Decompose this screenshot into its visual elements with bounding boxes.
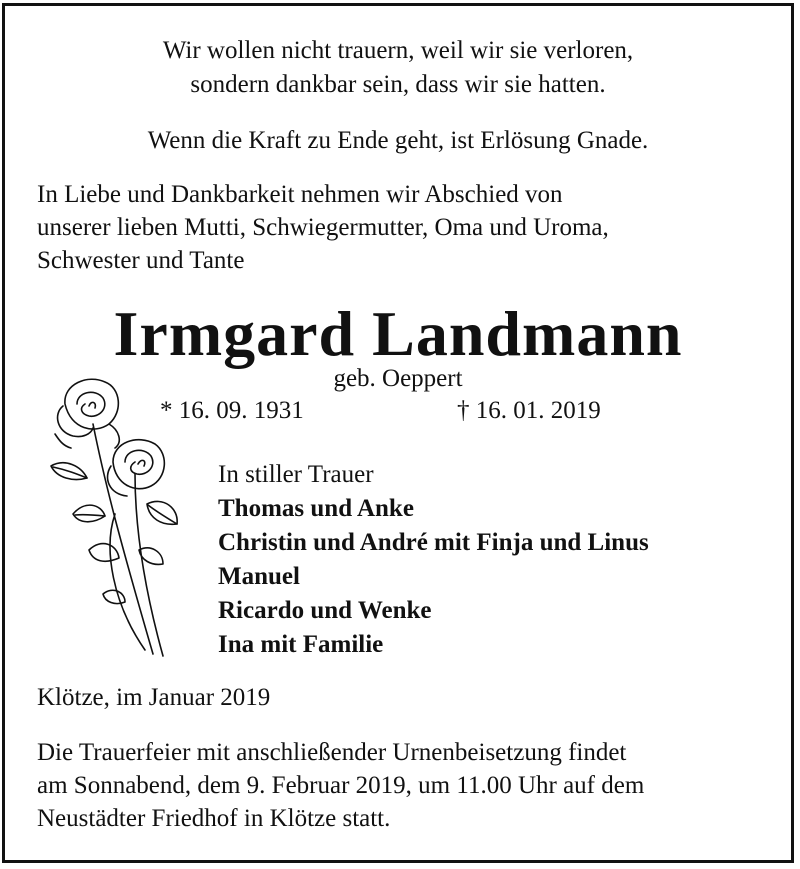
place-date: Klötze, im Januar 2019 [37,684,271,711]
verse-line-3: Wenn die Kraft zu Ende geht, ist Erlösung Gnade. [147,127,649,154]
intro-line-3: Schwester und Tante [37,247,245,274]
verse-line-2: sondern dankbar sein, dass wir sie hatten. [190,71,606,98]
funeral-line-1: Die Trauerfeier mit anschließender Urnenbeisetzung findet [37,739,627,766]
death-date: † 16. 01. 2019 [457,397,601,424]
birth-date: * 16. 09. 1931 [160,397,304,424]
intro-line-1: In Liebe und Dankbarkeit nehmen wir Abschied von [37,181,563,208]
mourners-list [218,458,649,662]
mourners-heading: In stiller Trauer [218,461,374,488]
mourner-name: Ina mit Familie [218,631,384,658]
funeral-line-2: am Sonnabend, dem 9. Februar 2019, um 11.00 Uhr auf dem [37,772,645,799]
mourner-name: Thomas und Anke [218,495,414,522]
roses-icon [43,374,193,659]
verse-line-1: Wir wollen nicht trauern, weil wir sie verloren, [162,37,634,64]
maiden-name: geb. Oeppert [333,365,463,392]
funeral-line-3: Neustädter Friedhof in Klötze statt. [37,805,391,832]
intro-line-2: unserer lieben Mutti, Schwiegermutter, Oma und Uroma, [37,214,609,241]
obituary-notice [2,3,794,863]
mourner-name: Ricardo und Wenke [218,597,432,624]
deceased-name: Irmgard Landmann [113,298,683,369]
mourner-name: Christin und André mit Finja und Linus [218,529,649,556]
mourner-name: Manuel [218,563,300,590]
